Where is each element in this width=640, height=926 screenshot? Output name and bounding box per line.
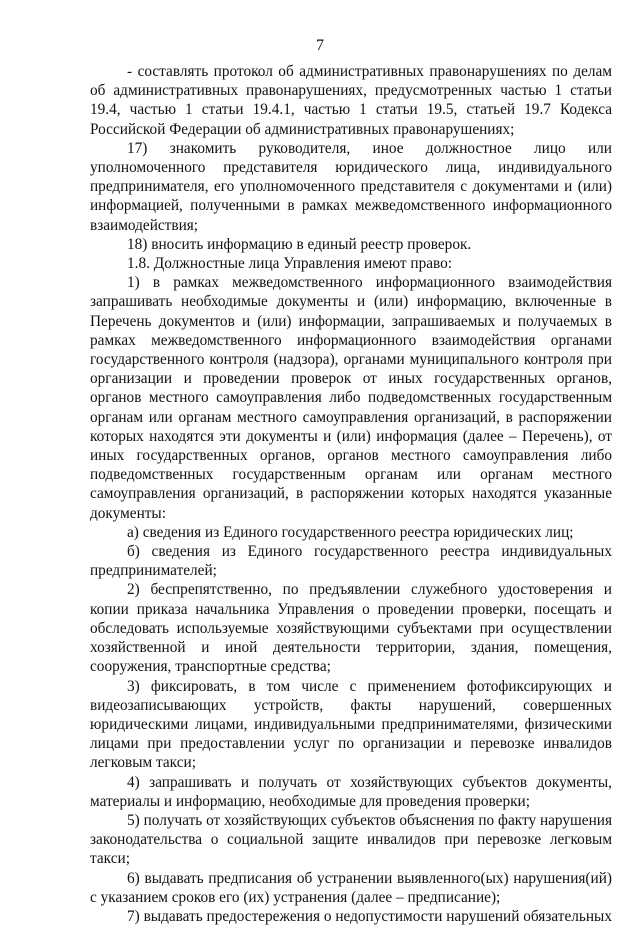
paragraph-right-1b: б) сведения из Единого государственного реестра индивидуальных предпринимателей; [90,543,612,580]
document-body [90,62,612,926]
paragraph-item-18: 18) вносить информацию в единый реестр проверок. [127,235,472,253]
paragraph-section-1-8: 1.8. Должностные лица Управления имеют право: [127,255,453,273]
paragraph-protocol: - составлять протокол об административных правонарушениях по делам об административных правонарушениях, предусмотренных частью 1 статьи 19.4, частью 1 статьи 19.4.1, частью 1 статьи 19.5, статьей 19.7 Кодекса Российской Федерации об административных правонарушениях; [90,63,612,138]
paragraph-right-5: 5) получать от хозяйствующих субъектов объяснения по факту нарушения законодательства о социальной защите инвалидов при перевозке легковым такси; [90,811,612,868]
paragraph-right-1: 1) в рамках межведомственного информационного взаимодействия запрашивать необходимые документы и (или) информацию, включенные в Перечень документов и (или) информации, запрашиваемых и получаемых в рамках межведомственного информационного взаимодействия органами государственного контроля (надзора), органами муниципального контроля при организации и проведении проверок от иных государственных органов, органов местного самоуправления либо подведомственных государственным органам или органам местного самоуправления организаций, в распоряжении которых находятся эти документы и (или) информация (далее – Перечень), от иных государственных органов, органов местного самоуправления либо подведомственных государственным органам или органам местного самоуправления организаций, в распоряжении которых находятся указанные документы: [90,274,612,522]
paragraph-right-7: 7) выдавать предостережения о недопустимости нарушений обязательных [127,907,612,925]
paragraph-right-2: 2) беспрепятственно, по предъявлении служебного удостоверения и копии приказа начальника Управления о проведении проверки, посещать и обследовать используемые хозяйствующими субъектами при осуществлении хозяйственной и иной деятельности территории, здания, помещения, сооружения, транспортные средства; [90,581,612,676]
paragraph-right-3: 3) фиксировать, в том числе с применением фотофиксирующих и видеозаписывающих устройств, факты нарушений, совершенных юридическими лицами, индивидуальными предпринимателями, физическими лицами при предоставлении услуг по организации и перевозке инвалидов легковым такси; [90,677,612,772]
paragraph-right-6: 6) выдавать предписания об устранении выявленного(ых) нарушения(ий) с указанием сроков его (их) устранения (далее – предписание); [90,869,612,906]
paragraph-item-17: 17) знакомить руководителя, иное должностное лицо или уполномоченного представителя юридического лица, индивидуального предпринимателя, его уполномоченного представителя с документами и (или) информацией, полученными в рамках межведомственного информационного взаимодействия; [90,139,612,234]
paragraph-right-1a: а) сведения из Единого государственного реестра юридических лиц; [127,523,574,541]
paragraph-right-4: 4) запрашивать и получать от хозяйствующих субъектов документы, материалы и информацию, необходимые для проведения проверки; [90,773,612,810]
page-number: 7 [316,37,324,54]
